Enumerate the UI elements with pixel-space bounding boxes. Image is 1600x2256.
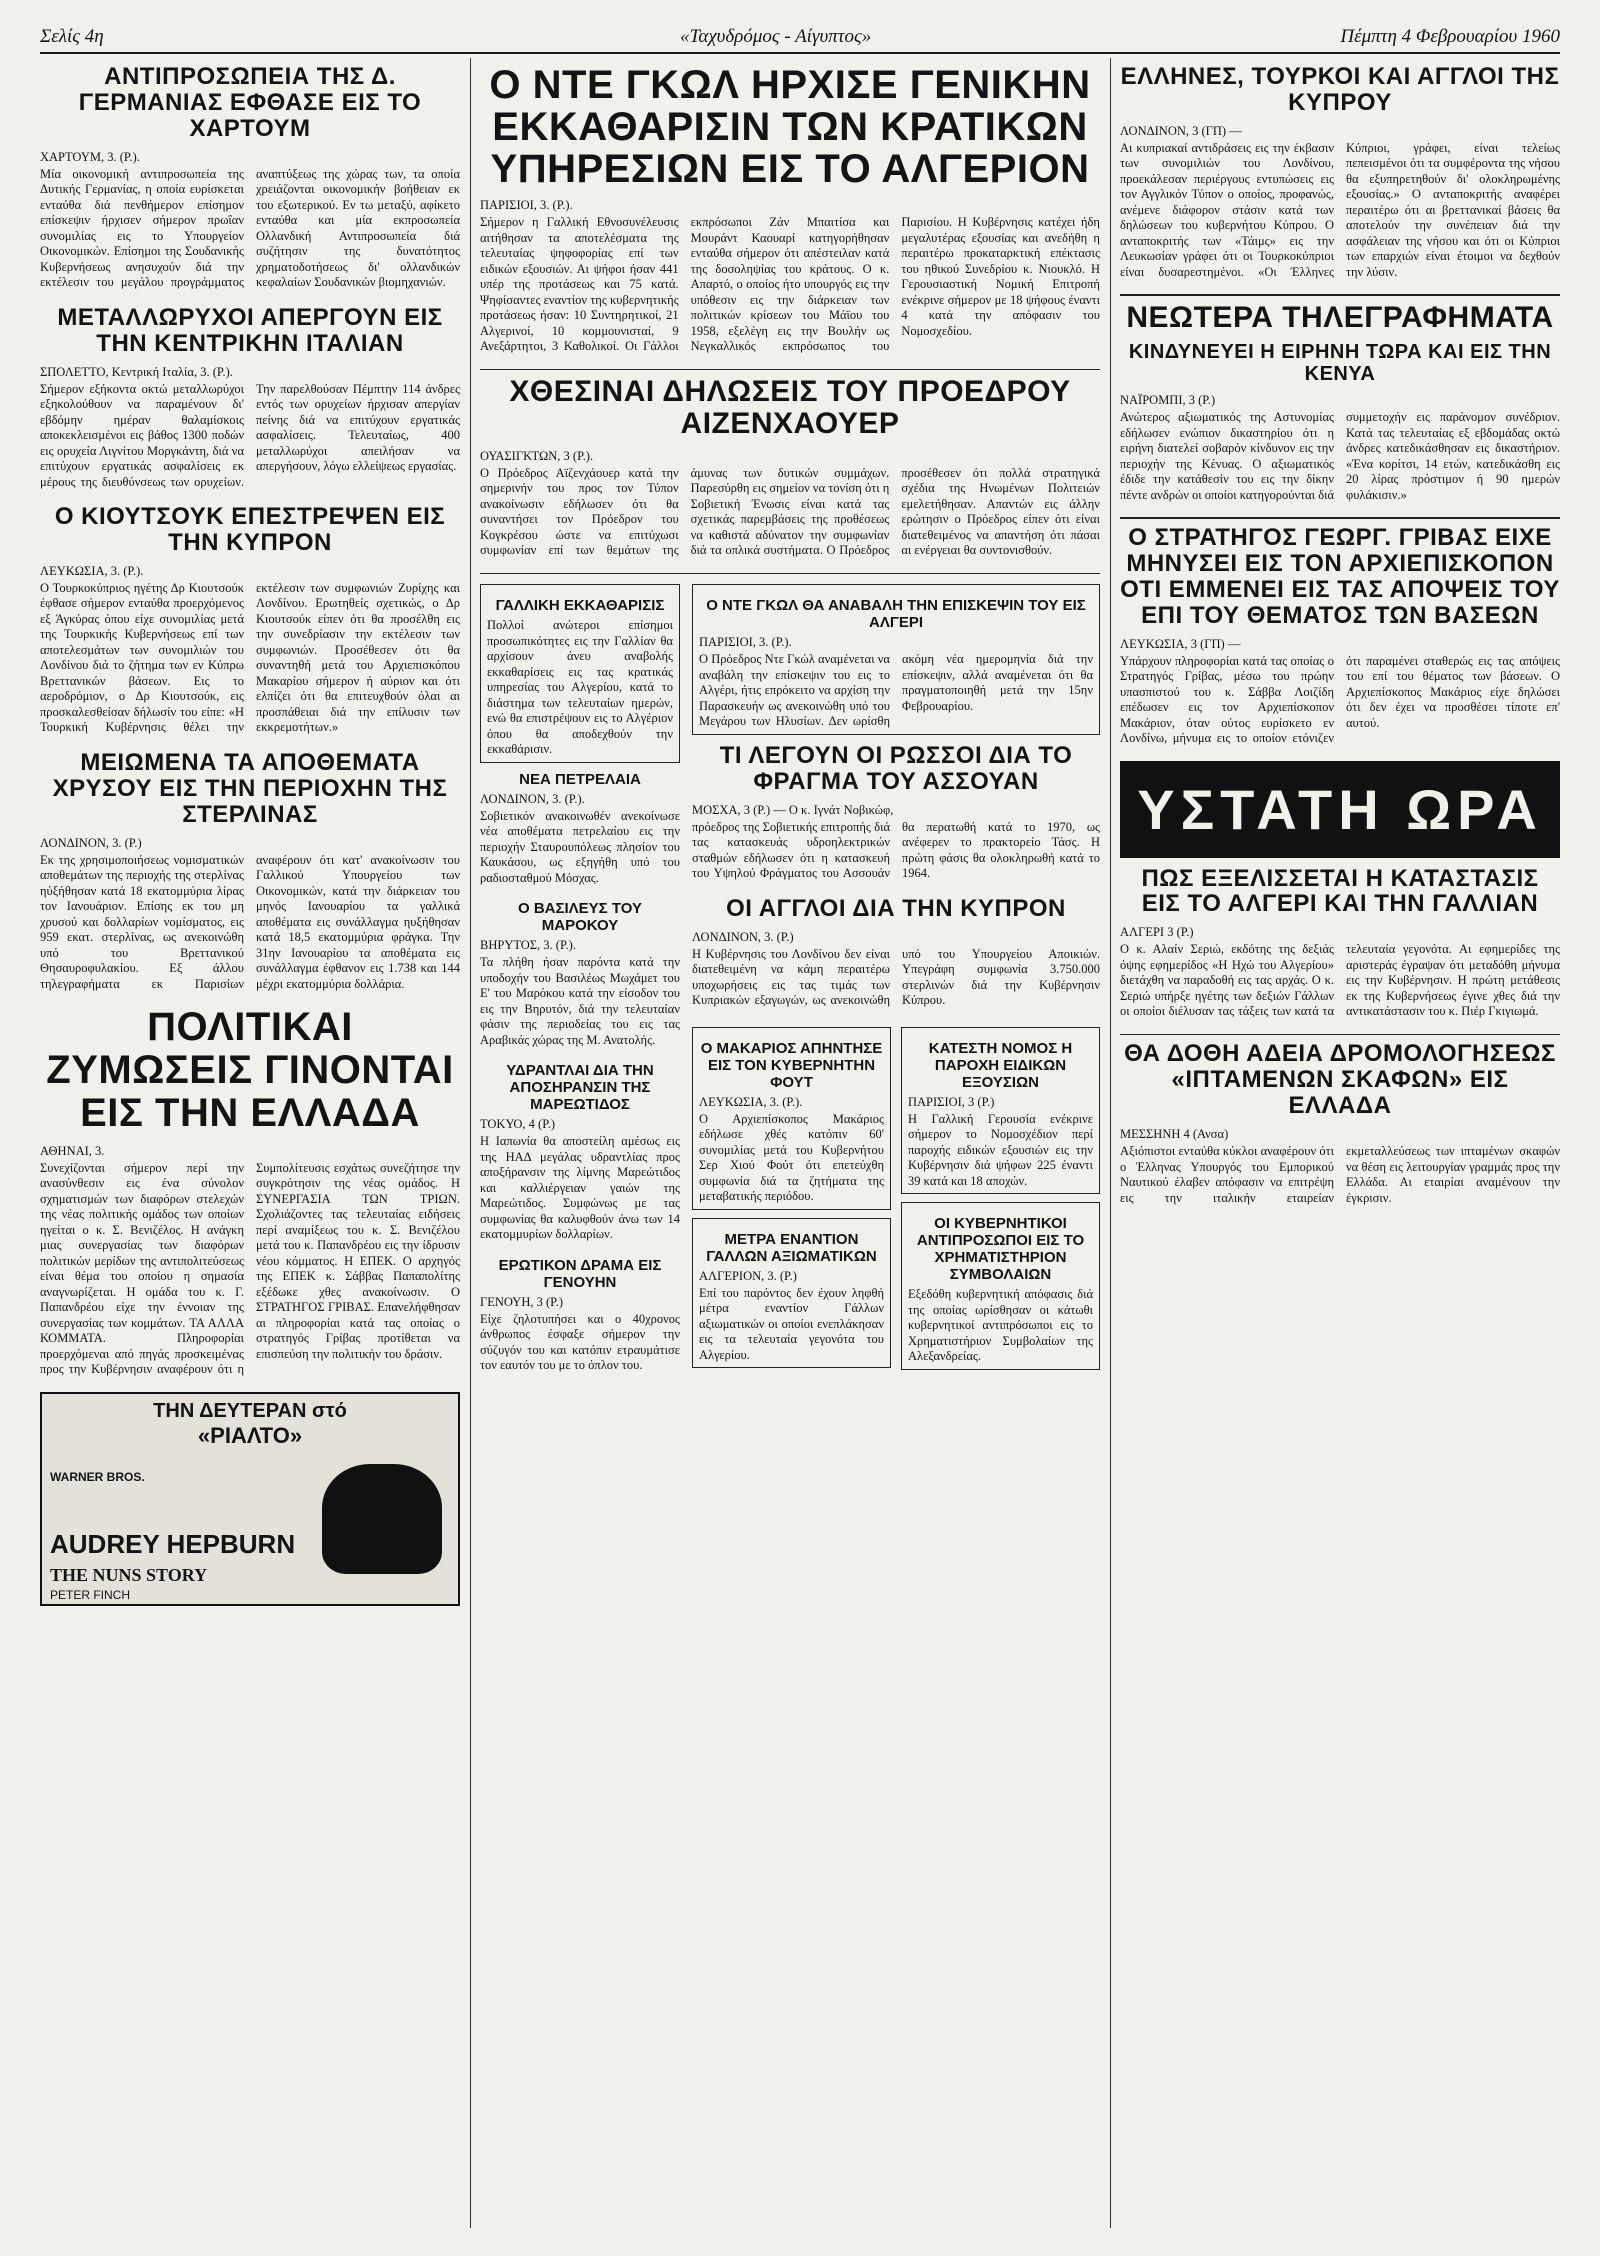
column-rule xyxy=(470,58,471,2228)
article-stock-exchange xyxy=(901,1202,1100,1370)
article-miners-italy xyxy=(40,305,460,490)
actress-portrait xyxy=(322,1464,442,1574)
headline: Ο ΒΑΣΙΛΕΥΣ ΤΟΥ ΜΑΡΟΚΟΥ xyxy=(518,900,642,935)
article-body: Σοβιετικόν ανακοινωθέν ανεκοίνωσε νέα αποθέματα πετρελαίου εις την περιοχήν Σταυρουπόλεως πλησίον του Καυκάσου, ως εξηγήθη υπό του ραδιοσταθμού Μόσχας. xyxy=(480,808,680,885)
headline: ΝΕΑ ΠΕΤΡΕΛΑΙΑ xyxy=(519,770,641,788)
article-de-gaulle-purge xyxy=(480,64,1100,355)
headline: Ο ΝΤΕ ΓΚΩΛ ΘΑ ΑΝΑΒΑΛΗ ΤΗΝ ΕΠΙΣΚΕΨΙΝ ΤΟΥ ΕΙΣ ΑΛΓΕΡΙ xyxy=(706,597,1086,632)
article-latest-telegrams xyxy=(1120,302,1560,504)
center-pair-left xyxy=(692,1023,891,1378)
article-body: Ο κ. Αλαίν Σεριώ, εκδότης της δεξιάς όψης εφημερίδος «Η Ηχώ του Αλγερίου» διετάχθη να παραδοθή εις τας αρχάς. Ο κ. Σεριώ υπήρξε ηγέτης των δεξιών Γάλλων οι οποίοι διέλυσαν τας τάξεις των κατά τα τελευταία γεγονότα. Αι εφημερίδες της αριστεράς έγραψαν ότι μεταδόθη μήνυμα εις την Κυβέρνησιν. Η πρώτη μετάθεσις εκ της Κυβερνήσεως έγινε χθες διά την αντικατάστασιν του κ. Πιέρ Γκιγιωμά. xyxy=(1120,942,1560,1019)
article-grivas xyxy=(1120,525,1560,747)
page-number: Σελίς 4η xyxy=(40,26,104,47)
headline: Ο ΣΤΡΑΤΗΓΟΣ ΓΕΩΡΓ. ΓΡΙΒΑΣ ΕΙΧΕ ΜΗΝΥΣΕΙ ΕΙΣ ΤΟΝ ΑΡΧΙΕΠΙΣΚΟΠΟΝ ΟΤΙ ΕΜΜΕΝΕΙ ΕΙΣ ΤΑΣ ΑΠΟΨΕΙΣ ΤΟΥ ΕΠΙ ΤΟΥ ΘΕΜΑΤΟΣ ΤΩΝ ΒΑΣΕΩΝ xyxy=(1120,523,1560,629)
ad-studio: WARNER BROS. xyxy=(50,1469,145,1484)
article-body: Σήμερον η Γαλλική Εθνοσυνέλευσις αιτήθησαν τα αποτελέσματα της τελευταίας ψηφοφορίας επί των ειδικών εξουσιών. Αι ψήφοι ήσαν 441 υπέρ της προτάσεως και 75 κατά. Ψηφίσαντες εναντίον της κυβερνητικής προτάσεως ήσαν: 10 Συντηρητικοί, 21 Αλγερινοί, 10 κομμουνισταί, 9 Ανεξάρτητοι, 3 Καθολικοί. Οι Γάλλοι εκπρόσωποι Ζάν Μπαιτίσα και Μουράντ Καουαρί κατηγορήθησαν ενταύθα σήμερον ότι απέστειλαν κατά της δοσοληψίας του κράτους. Ο κ. Απαρτό, ο οποίος ήτο υπουργός εις την υπόθεσιν εις την διάρκειαν των πολιτικών κρίσεων του Μάϊου του 1958, εξελέγη εις την Βουλήν ως Νεγκαλλικός εκπρόσωπος του Παρισίου. Η Κυβέρνησις κατέχει ήδη μεγαλυτέρας εξουσίας και ανεδήθη η περαιτέρω προκαταρκτική επέκτασις του ηθικού Συνεδρίου κ. Νιουκλό. Η Γερουσιαστική Νομική Επιτροπή ενέκρινε σήμερον με 18 ψήφους έναντι 4 κατά την απόφασιν του Νομοσχεδίου. xyxy=(480,215,1100,353)
center-pair-right xyxy=(901,1023,1100,1378)
article-body: Ο Πρόεδρος Αϊζενχάουερ κατά την σημερινήν του προς τον Τύπον ανακοίνωσιν εδήλωσεν ότι θα συναντήσει τον Πρόεδρον του Κογκρέσου ώστε να επιτύχωσι συμφωνίαν επί των θεμάτων της άμυνας των δυτικών συμμάχων. Παρεσύρθη εις σημείον να τονίση ότι η Σοβιετική Ένωσις είναι κατά τας σχετικάς παρεμβάσεις της προθέσεως να καθιστά αδύνατον την συμφωνίαν διά τα οπλικά συστήματα. Ο Πρόεδρος προσέθεσεν ότι πολλά στρατηγικά σχέδια της Ηνωμένων Πολιτειών εμελετήθησαν. Απαντών εις άλλην ερώτησιν ο Πρόεδρος είπεν ότι είναι διατεθειμένος να απαντήση ότι πάσαι αι ενέργειαι θα συντονισθούν. xyxy=(480,465,1100,558)
article-body: Η Ιαπωνία θα αποστείλη αμέσως εις της ΗΑΔ μεγάλας υδραντλίας προς αποξήρανσιν της λίμνης Μαρεώτιδος και καλλιέργειαν γαιών της Μαρεώτιδος. Συμφώνως με τας συμφωνίας θα καλυφθούν άνω των 14 εκατομμυρίων δολλαρίων. xyxy=(480,1134,680,1242)
headline: ΘΑ ΔΟΘΗ ΑΔΕΙΑ ΔΡΟΜΟΛΟΓΗΣΕΩΣ «ΙΠΤΑΜΕΝΩΝ ΣΚΑΦΩΝ» ΕΙΣ ΕΛΛΑΔΑ xyxy=(1124,1040,1556,1120)
headline: ΜΕΤΑΛΛΩΡΥΧΟΙ ΑΠΕΡΓΟΥΝ ΕΙΣ ΤΗΝ ΚΕΝΤΡΙΚΗΝ ΙΤΑΛΙΑΝ xyxy=(57,303,443,357)
headline: ΓΑΛΛΙΚΗ ΕΚΚΑΘΑΡΙΣΙΣ xyxy=(495,597,665,615)
article-kutchuk-cyprus xyxy=(40,504,460,736)
dateline: ΠΑΡΙΣΙΟΙ, 3. (Ρ.). xyxy=(699,635,792,650)
headline: ΟΙ ΑΓΓΛΟΙ ΔΙΑ ΤΗΝ ΚΥΠΡΟΝ xyxy=(726,894,1066,922)
headline: Ο ΜΑΚΑΡΙΟΣ ΑΠΗΝΤΗΣΕ ΕΙΣ ΤΟΝ ΚΥΒΕΡΝΗΤΗΝ ΦΟΥΤ xyxy=(700,1039,883,1091)
dateline: ΛΕΥΚΩΣΙΑ, 3 (ΓΠ) — xyxy=(1120,636,1241,651)
column-right xyxy=(1120,58,1560,2228)
article-body: Πολλοί ανώτεροι επίσημοι προσωπικότητες εις την Γαλλίαν θα αρχίσουν άνευ αναβολής εκκαθαρίσεις εις τας κρατικάς υπηρεσίας του Αλγερίου, κατά το διάστημα των τελευταίων ημερών, ενώ θα επιστρέψουν εις το Αλγέριον όπου θα αποδεχθούν την εκκαθάρισιν. xyxy=(487,618,673,757)
divider xyxy=(1120,517,1560,519)
center-pair xyxy=(692,1023,1100,1378)
headline: ΕΛΛΗΝΕΣ, ΤΟΥΡΚΟΙ ΚΑΙ ΑΓΓΛΟΙ ΤΗΣ ΚΥΠΡΟΥ xyxy=(1120,63,1560,116)
article-body: Ο Πρόεδρος Ντε Γκώλ αναμένεται να αναβάλη την επίσκεψιν του εις το Αλγέρι, ήτις επρόκειτο να αρχίση την Παρασκευήν ως ανεκοινώθη υπό του Μεγάρου των Ηλυσίων. Δεν ωρίσθη ακόμη νέα ημερομηνία διά την επίσκεψιν, αλλά αναμένεται ότι θα πραγματοποιηθή μετά την 15ην Φεβρουαρίου. xyxy=(699,652,1093,729)
newspaper-name: «Ταχυδρόμος - Αίγυπτος» xyxy=(680,26,872,47)
article-gold-reserves xyxy=(40,750,460,992)
dateline: ΜΕΣΣΗΝΗ 4 (Ανσα) xyxy=(1120,1127,1229,1142)
column-left xyxy=(40,58,460,2228)
divider xyxy=(1120,294,1560,296)
headline: ΝΕΩΤΕΡΑ ΤΗΛΕΓΡΑΦΗΜΑΤΑ xyxy=(1126,300,1554,334)
column-center xyxy=(480,58,1100,2228)
dateline: ΝΑΪΡΟΜΠΙ, 3 (Ρ.) xyxy=(1120,393,1216,408)
headline: Ο ΚΙΟΥΤΣΟΥΚ ΕΠΕΣΤΡΕΨΕΝ ΕΙΣ ΤΗΝ ΚΥΠΡΟΝ xyxy=(54,503,446,556)
dateline: ΣΠΟΛΕΤΤΟ, Κεντρική Ιταλία, 3. (Ρ.). xyxy=(40,364,233,379)
article-body: Υπάρχουν πληροφορίαι κατά τας οποίας ο Στρατηγός Γρίβας, μέσω του πρώην υπασπιστού του κ. Σάββα Λοιζίδη επέδωσεν εις τον Αρχιεπίσκοπον Μακάριον, όταν ούτος ευρίσκετο εν Λονδίνω, μήνυμα εις το οποίον ετόνιζεν ότι παραμένει σταθερώς εις τας απόψεις του επί του θέματος των βάσεων. Ο Αρχιεπίσκοπος Μακάριος είχε δηλώσει ότι δεν έχει να προσθέσει τίποτε επ' αυτού. xyxy=(1120,653,1560,746)
center-subcolumn-b xyxy=(692,580,1100,1388)
dateline: ΛΕΥΚΩΣΙΑ, 3. (Ρ.). xyxy=(40,563,144,578)
article-french-purge xyxy=(480,584,680,763)
article-makarios-foot xyxy=(692,1027,891,1210)
headline: ΠΩΣ ΕΞΕΛΙΣΣΕΤΑΙ Η ΚΑΤΑΣΤΑΣΙΣ ΕΙΣ ΤΟ ΑΛΓΕΡΙ ΚΑΙ ΤΗΝ ΓΑΛΛΙΑΝ xyxy=(1141,864,1539,918)
article-body: Αι κυπριακαί αντιδράσεις εις την έκβασιν των συνομιλιών του Λονδίνου, προεκάλεσαν περιέργους εντυπώσεις εις τον Αγγλικόν Τύπον ο οποίος, προφανώς, ανέμενε διάφορον στάσιν κατά των δηλώσεων του κυβερνήτου Κύπρου. Ο ανταποκριτής των «Τάιμς» εις την Λευκωσίαν γράφει ότι οι Τουρκοκύπριοι είναι δυσαρεστημένοι. «Οι Έλληνες Κύπριοι, γράφει, είναι τελείως πεπεισμένοι ότι τα συμφέροντα της νήσου θα εξυπηρετηθούν δι' ολοκληρωμένης εξουσίας.» Ο ανταποκριτής αναφέρει περαιτέρω ότι αι βρεττανικαί βάσεις θα αποτελούν την συνέπειαν διά την ασφάλειαν της νήσου και ότι οι Κύπριοι των επαρχιών είναι έτοιμοι να δεχθούν την λύσιν. xyxy=(1120,140,1560,279)
article-de-gaulle-postpone xyxy=(692,584,1100,735)
headline: ΕΡΩΤΙΚΟΝ ΔΡΑΜΑ ΕΙΣ ΓΕΝΟΥΗΝ xyxy=(498,1256,662,1291)
article-mareotis-pumps xyxy=(480,1062,680,1243)
dateline: ΛΕΥΚΩΣΙΑ, 3. (Ρ.). xyxy=(699,1094,803,1109)
dateline: ΓΕΝΟΥΗ, 3 (Ρ.) xyxy=(480,1294,564,1309)
dateline: ΧΑΡΤΟΥΜ, 3. (Ρ.). xyxy=(40,149,140,164)
ad-credit: PETER FINCH xyxy=(50,1587,131,1602)
dateline: ΑΘΗΝΑΙ, 3. xyxy=(40,1143,105,1158)
article-body: Μία οικονομική αντιπροσωπεία της Δυτικής Γερμανίας, η οποία ευρίσκεται ενταύθα διά πενθήμερον επίσημον επίσκεψιν ήρχισεν σήμερον πρωΐαν συνομιλίας εις το Υπουργείον Οικονομικών. Επίσημοι της Σουδανικής Κυβερνήσεως ανησυχούν διά την εκτέλεσιν του μεγάλου προγράμματος αναπτύξεως της χώρας των, τα οποία χρειάζονται οικονομικήν βοήθειαν εκ του εξωτερικού. Εν τω μεταξύ, αφίκετο ενταύθα και μία εκπροσωπεία Ολλανδική Αντιπροσωπεία διά συζήτησιν της δυνατότητος χρηματοδοτήσεως δι' ολλανδικών κεφαλαίων Σουδανικών βιομηχανιών. xyxy=(40,166,460,290)
headline: ΜΕΤΡΑ ΕΝΑΝΤΙΟΝ ΓΑΛΛΩΝ ΑΞΙΩΜΑΤΙΚΩΝ xyxy=(706,1230,877,1265)
dateline: ΛΟΝΔΙΝΟΝ, 3. (Ρ.) xyxy=(40,835,142,850)
masthead xyxy=(40,22,1560,54)
article-hydrofoils xyxy=(1120,1041,1560,1206)
article-body: Ανώτερος αξιωματικός της Αστυνομίας εδήλωσεν ενώπιον δικαστηρίου ότι η ειρήνη διατελεί σοβαρόν κίνδυνον εις την περιοχήν της Κένυας. Ο αξιωματικός έδιδε την κατάθεσίν του εις την δίκην πέντε ανδρών οι οποίοι κατηγορούνται διά συμμετοχήν εις παράνομον συνέδριον. Κατά τας τελευταίας εξ εβδομάδας οκτώ άνδρες κατεδικάσθησαν εις δικαστήριον. «Ένα κορίτσι, 14 ετών, κατεδικάσθη εις 20 λίρας πρόστιμον ή 90 ημερών φυλάκισιν.» xyxy=(1120,410,1560,502)
dateline: ΠΑΡΙΣΙΟΙ, 3. (Ρ.). xyxy=(480,198,573,212)
headline: ΑΝΤΙΠΡΟΣΩΠΕΙΑ ΤΗΣ Δ. ΓΕΡΜΑΝΙΑΣ ΕΦΘΑΣΕ ΕΙΣ ΤΟ ΧΑΡΤΟΥΜ xyxy=(78,63,422,142)
article-body: Αξιόπιστοι ενταύθα κύκλοι αναφέρουν ότι ο Έλληνας Υπουργός του Εμπορικού Ναυτικού έλαβεν απόφασιν να επιτρέψη εις την ιταλικήν εταιρείαν εκμεταλλεύσεως των ιπταμένων σκαφών να θέση εις λειτουργίαν γραμμάς προς την Ελλάδα. Αι εταιρίαι αναμένουν την έγκρισιν. xyxy=(1120,1144,1560,1205)
headline: ΚΑΤΕΣΤΗ ΝΟΜΟΣ Η ΠΑΡΟΧΗ ΕΙΔΙΚΩΝ ΕΞΟΥΣΙΩΝ xyxy=(928,1039,1073,1091)
column-rule xyxy=(1110,58,1111,2228)
dateline: ΛΟΝΔΙΝΟΝ, 3. (Ρ.). xyxy=(480,791,585,806)
article-body: Σήμερον εξήκοντα οκτώ μεταλλωρύχοι εξηκολούθουν να παραμένουν δι' εβδόμην ημέραν θαλαμίσκοις αποκεκλεισμένοι εις βάθος 1300 ποδών εις ορυχεία Λιγνίτου Μοργκάντη, διά να επιτύχουν εργατικάς ασφαλίσεις εκ μέρους της διευθύνσεως των ορυχείων. Την παρελθούσαν Πέμπτην 114 άνδρες εντός των ορυχείων ήρχισαν απεργίαν πείνης διά να επιτύχουν εργατικάς ασφαλίσεις. Τελευταίως, 400 μεταλλωρύχοι απειλήσαν να απεργήσουν, λόγω ελλείψεως εργασίας. xyxy=(40,381,460,489)
article-germany-khartoum xyxy=(40,64,460,291)
issue-date: Πέμπτη 4 Φεβρουαρίου 1960 xyxy=(1340,26,1560,47)
dateline: ΠΑΡΙΣΙΟΙ, 3 (Ρ.) xyxy=(908,1094,995,1109)
dateline: ΒΗΡΥΤΟΣ, 3. (Ρ.). xyxy=(480,938,576,953)
article-body: Επί του παρόντος δεν έχουν ληφθή μέτρα εναντίον Γάλλων αξιωματικών οι οποίοι ενεπλάκησαν εις τα τελευταία γεγονότα του Αλγερίου. xyxy=(699,1285,884,1362)
article-body: Συνεχίζονται σήμερον περί την ανασύνθεσιν εις ένα σύνολον σχηματισμών των διαφόρων στελεχών της νέας πολιτικής ομάδος των οποίων ηγείται ο κ. Σ. Βενιζέλος. Η ανάγκη μιας συνεργασίας των διαφόρων πολιτικών μερίδων της αντιπολιτεύσεως είναι θέμα του οποίου η σημασία αναγνωρίζεται. Η ομάδα του κ. Γ. Παπανδρέου είχε την έννοιαν της συνεργασίας των κομμάτων. ΤΑ ΑΛΛΑ ΚΟΜΜΑΤΑ. Πληροφορίαι προερχόμεναι από πηγάς προσκειμένας προς την Κυβέρνησιν αναφέρουν ότι η Συμπολίτευσις εσχάτως συνεζήτησε την συγκρότησιν της νέας ομάδος. Η ΣΥΝΕΡΓΑΣΙΑ ΤΩΝ ΤΡΙΩΝ. Σχολιάζοντες τας τελευταίας ειδήσεις περί αναμίξεως του κ. Σ. Βενιζέλου μετά του κ. Παπανδρέου εις την ίδρυσιν νέου κόμματος. Η ΕΠΕΚ. Ο αρχηγός της ΕΠΕΚ κ. Σάββας Παπαπολίτης εξέδωκε χθες ανακοίνωσιν. Ο ΣΤΡΑΤΗΓΟΣ ΓΡΙΒΑΣ. Επανελήφθησαν αι πληροφορίαι κατά τας οποίας ο στρατηγός Γρίβας προτίθεται να επισπεύση την πολιτικήν του δράσιν. xyxy=(40,1160,460,1377)
headline: ΥΔΡΑΝΤΛΑΙ ΔΙΑ ΤΗΝ ΑΠΟΣΗΡΑΝΣΙΝ ΤΗΣ ΜΑΡΕΩΤΙΔΟΣ xyxy=(506,1062,654,1114)
article-genoa-drama xyxy=(480,1257,680,1374)
article-body: Η Κυβέρνησις του Λονδίνου δεν είναι διατεθειμένη να κάμη περαιτέρω υποχωρήσεις εις τας τιμάς των Κυπριακών εξαγωγών, ως ανεκοινώθη υπό του Υπουργείου Αποικιών. Υπεγράφη συμφωνία 3.750.000 στερλινών διά την Κυβέρνησιν Κύπρου. xyxy=(692,946,1100,1007)
article-body: Εξεδόθη κυβερνητική απόφασις διά της οποίας ωρίσθησαν οι κάτωθι κυβερνητικοί αντιπρόσωποι εις το Χρηματιστήριον Συμβολαίων της Αλεξανδρείας. xyxy=(908,1287,1093,1363)
article-morocco-king xyxy=(480,900,680,1048)
dateline: ΑΛΓΕΡΙ 3 (Ρ.) xyxy=(1120,925,1194,940)
article-body: Ο Τουρκοκύπριος ηγέτης Δρ Κιουτσούκ έφθασε σήμερον ενταύθα προερχόμενος εξ Άγκύρας όπου είχε συνομιλίας μετά της Τουρκικής Κυβερνήσεως επί των αποτελεσμάτων των συνομιλιών του Λονδίνου διά το ζήτημα των εν Κύπρω Βρεττανικών βάσεων. Εις το αεροδρόμιον, ο Δρ Κιουτσούκ, εις προσκαλεσθείσαν δήλωσίν του είπε: «Η Τουρκική Κυβέρνησις θέλει την εκτέλεσιν των συμφωνιών Ζυρίχης και Λονδίνου. Ερωτηθείς σχετικώς, ο Δρ Κιουτσούκ είπεν ότι θα προσέλθη εις την συνεδρίασιν την εκτέλεσιν των συμφωνιών. Προσέθεσεν ότι θα συναντηθή μετά του Αρχιεπισκόπου Μακαρίου σήμερον ή αύριον και ότι ελπίζει ότι θα επιτευχθούν όλαι αι προσπάθειαι διά την επίλυσιν των εκκρεμοτήτων.» xyxy=(40,580,460,735)
article-body: Ο Αρχιεπίσκοπος Μακάριος εδήλωσε χθές κατόπιν 60' συνομιλίας μετά του Κυβερνήτου Σερ Χιού Φούτ ότι επετεύχθη συμφωνία διά τα ζητήματα της μεταβατικής περιόδου. xyxy=(699,1111,884,1203)
article-greek-politics xyxy=(40,1006,460,1378)
headline: ΟΙ ΚΥΒΕΡΝΗΤΙΚΟΙ ΑΝΤΙΠΡΟΣΩΠΟΙ ΕΙΣ ΤΟ ΧΡΗΜΑΤΙΣΤΗΡΙΟΝ ΣΥΜΒΟΛΑΙΩΝ xyxy=(916,1215,1085,1283)
article-body: Τα πλήθη ήσαν παρόντα κατά την υποδοχήν του Βασιλέως Μωχάμετ του Ε' του Μαρόκου κατά την είσοδον του εις την Βηρυτόν, διά την τελευταίαν φάσιν της περιοδείας του εις τας Αραβικάς χώρας της Μ. Ανατολής. xyxy=(480,955,680,1047)
subheadline: ΚΙΝΔΥΝΕΥΕΙ Η ΕΙΡΗΝΗ ΤΩΡΑ ΚΑΙ ΕΙΣ ΤΗΝ ΚΕΝΥΑ xyxy=(1128,341,1552,385)
article-english-cyprus xyxy=(692,896,1100,1009)
divider xyxy=(480,369,1100,371)
article-special-powers xyxy=(901,1027,1100,1195)
article-body: Εκ της χρησιμοποιήσεως νομισματικών αποθεμάτων της περιοχής της στερλίνας ηύξήθησαν κατά 18 εκατομμύρια λίρας τον Ιανουάριον. Επίσης εκ του μη χρυσού και δολλαρίων νομίσματος, εις 959 εκατ. στερλίνας, ως ανεκοινώθη υπό του Βρεττανικού Θησαυροφυλακίου. Εξ άλλου τηλεγραφήματα εκ Παρισίων αναφέρουν ότι κατ' ανακοίνωσιν του Γαλλικού Υπουργείου των Οικονομικών, κατά την διάρκειαν του μηνός Ιανουαρίου τα γαλλικά αποθέματα εις συνάλλαγμα ηυξήθησαν κατά 18,5 εκατομμύρια φράγκα. Την 31ην Ιανουαρίου τα αποθέματα εις συνάλλαγμα έφθανον εις 1.738 και 144 μέχρι εκατομμύρια δολλάρια. xyxy=(40,852,460,991)
cinema-advertisement xyxy=(40,1392,460,1606)
dateline: ΟΥΑΣΙΓΚΤΩΝ, 3 (Ρ.). xyxy=(480,448,594,463)
article-algeria-situation xyxy=(1120,866,1560,1020)
article-greeks-turks-english xyxy=(1120,64,1560,280)
article-body: πρόεδρος της Σοβιετικής επιτροπής διά τας κατασκευάς υδροηλεκτρικών σταθμών εδήλωσεν ότι η κατασκευή του Υψηλού Φράγματος του Ασσουάν θα περατωθή κατά το 1970, ως ανέφερεν το πρακτορείο Τάσς. Η πρώτη φάσις θα ολοκληρωθή κατά το 1964. xyxy=(692,819,1100,881)
ad-cinema: «ΡΙΑΛΤΟ» xyxy=(197,1422,303,1448)
divider xyxy=(1120,1034,1560,1036)
divider xyxy=(480,573,1100,575)
headline: ΜΕΙΩΜΕΝΑ ΤΑ ΑΠΟΘΕΜΑΤΑ ΧΡΥΣΟΥ ΕΙΣ ΤΗΝ ΠΕΡΙΟΧΗΝ ΤΗΣ ΣΤΕΡΛΙΝΑΣ xyxy=(52,748,448,828)
article-body: Η Γαλλική Γερουσία ενέκρινε σήμερον το Νομοσχέδιον περί παροχής ειδικών εξουσιών εις την Κυβέρνησιν διά ψήφων 225 έναντι 39 κατά και 18 αποχών. xyxy=(908,1111,1093,1188)
article-new-oil xyxy=(480,771,680,887)
dateline: ΜΟΣΧΑ, 3 (Ρ.) — Ο κ. Ιγνάτ Νοβικώφ, xyxy=(692,802,894,817)
article-eisenhower xyxy=(480,376,1100,559)
article-measures-officers xyxy=(692,1218,891,1369)
dateline: ΑΛΓΕΡΙΟΝ, 3. (Ρ.) xyxy=(699,1268,797,1283)
headline: ΤΙ ΛΕΓΟΥΝ ΟΙ ΡΩΣΣΟΙ ΔΙΑ ΤΟ ΦΡΑΓΜΑ ΤΟΥ ΑΣΣΟΥΑΝ xyxy=(719,741,1073,795)
ad-star: AUDREY HEPBURN xyxy=(50,1528,296,1559)
headline: ΧΘΕΣΙΝΑΙ ΔΗΛΩΣΕΙΣ ΤΟΥ ΠΡΟΕΔΡΟΥ ΑΙΖΕΝΧΑΟΥΕΡ xyxy=(509,375,1071,441)
article-aswan-dam xyxy=(692,743,1100,882)
last-hour-banner: ΥΣΤΑΤΗ ΩΡΑ xyxy=(1120,761,1560,858)
dateline: ΛΟΝΔΙΝΟΝ, 3 (ΓΠ) — xyxy=(1120,123,1242,138)
lead-headline: Ο ΝΤΕ ΓΚΩΛ ΗΡΧΙΣΕ ΓΕΝΙΚΗΝ ΕΚΚΑΘΑΡΙΣΙΝ ΤΩΝ ΚΡΑΤΙΚΩΝ ΥΠΗΡΕΣΙΩΝ ΕΙΣ ΤΟ ΑΛΓΕΡΙΟΝ xyxy=(489,63,1091,191)
ad-intro: ΤΗΝ ΔΕΥΤΕΡΑΝ στό xyxy=(153,1399,347,1422)
center-lower-grid xyxy=(480,580,1100,1388)
center-subcolumn-a xyxy=(480,580,680,1388)
article-body: Είχε ζηλοτυπήσει και ο 40χρονος άνθρωπος έσφαξε σήμερον την σύζυγόν του και κατόπιν ετραυμάτισε τον εαυτόν του με το όπλον του. xyxy=(480,1311,680,1373)
dateline: ΤΟΚΥΟ, 4 (Ρ.) xyxy=(480,1117,556,1132)
dateline: ΛΟΝΔΙΝΟΝ, 3. (Ρ.) xyxy=(692,929,794,944)
ad-film: THE NUNS STORY xyxy=(50,1564,208,1585)
headline: ΠΟΛΙΤΙΚΑΙ ΖΥΜΩΣΕΙΣ ΓΙΝΟΝΤΑΙ ΕΙΣ ΤΗΝ ΕΛΛΑΔΑ xyxy=(46,1005,454,1136)
